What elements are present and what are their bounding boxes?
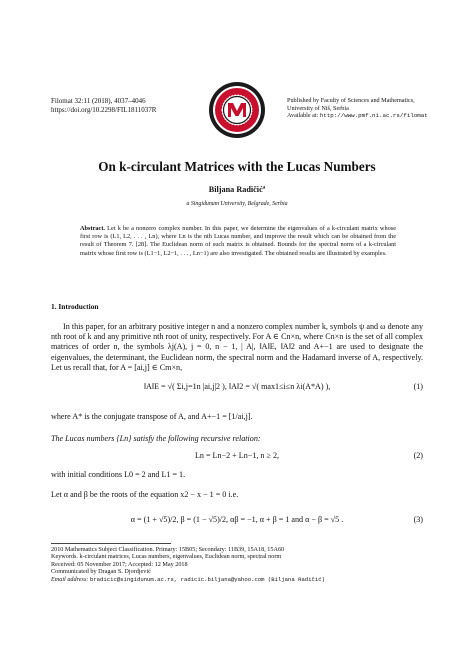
intro-paragraph-2: where A* is the conjugate transpose of A, and A+−1 = [1/ai,j].: [51, 412, 253, 421]
doi-link[interactable]: https://doi.org/10.2298/FIL1811037R: [51, 105, 157, 114]
author-line: [0, 185, 474, 194]
publisher-info: [287, 97, 467, 120]
availability-line: [287, 112, 467, 120]
equation-1: [51, 378, 423, 400]
university-logo: [208, 81, 266, 139]
journal-url-link[interactable]: http://www.pmf.ni.ac.rs/filomat: [319, 112, 428, 120]
paper-title: On k-circulant Matrices with the Lucas Numbers: [98, 159, 376, 174]
email-label: Email address:: [51, 575, 89, 583]
equation-3-body: α = (1 + √5)/2, β = (1 − √5)/2, αβ = −1, α + β = 1 and α − β = √5 .: [130, 515, 344, 524]
publisher-line-1: Published by Faculty of Sciences and Mathematics,: [287, 97, 415, 104]
publisher-line-2: University of Niš, Serbia: [287, 104, 349, 112]
equation-2-body: Ln = Ln−2 + Ln−1, n ≥ 2,: [194, 451, 280, 460]
affiliation: a Singidunum University, Belgrade, Serbia: [186, 201, 288, 207]
footnote-email: [51, 576, 423, 583]
footnote-received: Received: 05 November 2017; Accepted: 12 May 2018: [51, 560, 188, 568]
intro-paragraph-3: The Lucas numbers {Ln} satisfy the following recursive relation:: [51, 434, 261, 443]
equation-2-number: (2): [413, 451, 423, 460]
journal-citation: Filomat 32:11 (2018), 4037–4046: [51, 97, 146, 105]
author-mark: a: [262, 185, 266, 191]
intro-paragraph-5: Let α and β be the roots of the equation x2 − x − 1 = 0 i.e.: [51, 490, 239, 499]
footnote-msc: 2010 Mathematics Subject Classification. Primary: 15B05; Secondary: 11B39, 15A18, 15A60: [51, 546, 285, 553]
seal-icon: [208, 81, 266, 139]
author-name: Biljana Radičić: [208, 185, 263, 194]
equation-2: [51, 451, 423, 465]
intro-paragraph-4: with initial conditions L0 = 2 and L1 = 1.: [51, 470, 186, 479]
abstract-block: [80, 225, 396, 258]
footnotes-block: [51, 546, 423, 583]
footnote-keywords: Keywords. k-circulant matrices, Lucas numbers, eigenvalues, Euclidean norm, spectral norm: [51, 553, 282, 561]
intro-paragraph-1: In this paper, for an arbitrary positive integer n and a nonzero complex number k, symbols ψ and ω denote any nth root of k and any primitive nth root of unity, respectively. For A ∈ Cn×n, where Cn×n is the set of all complex matrices of order n, the symbols λj(A), j = 0, n − 1, | A|, ‖A‖E, ‖A‖2 and A+−1 are used to designate the eigenvalues, the determinant, the Euclidean norm, the spectral norm and the Hadamard inverse of A, respectively. Let us recall that, for A = [ai,j] ∈ Cm×n,: [51, 322, 423, 372]
section-heading: 1. Introduction: [51, 302, 99, 311]
footnote-divider: [51, 543, 171, 544]
journal-header: [51, 97, 201, 114]
footnote-communicated: Communicated by Dragan S. Djordjević: [51, 568, 151, 576]
equation-3-number: (3): [413, 515, 423, 524]
email-address[interactable]: bradicic@singidunum.ac.rs, radicic.biljana@yahoo.com (Biljana Radičić): [89, 575, 325, 583]
available-label: Available at:: [287, 112, 319, 120]
abstract-text: Let k be a nonzero complex number. In this paper, we determine the eigenvalues of a k-circulant matrix whose first row is (L1, L2, . . . , Ln), where Ln is the nth Lucas number, and improve the result which can be obtained from the result of Theorem 7. [28]. The Euclidean norm of such matrix is obtained. Bounds for the spectral norm of a k-circulant matrix whose first row is (L1−1, L2−1, . . . , Ln−1) are also investigated. The obtained results are illustrated by examples.: [80, 225, 396, 257]
equation-1-number: (1): [413, 382, 423, 391]
equation-3: [51, 512, 423, 530]
equation-1-body: ‖A‖E = √( Σi,j=1n |ai,j|2 ), ‖A‖2 = √( max1≤i≤n λi(A*A) ),: [143, 382, 331, 391]
abstract-label: Abstract.: [80, 225, 106, 232]
